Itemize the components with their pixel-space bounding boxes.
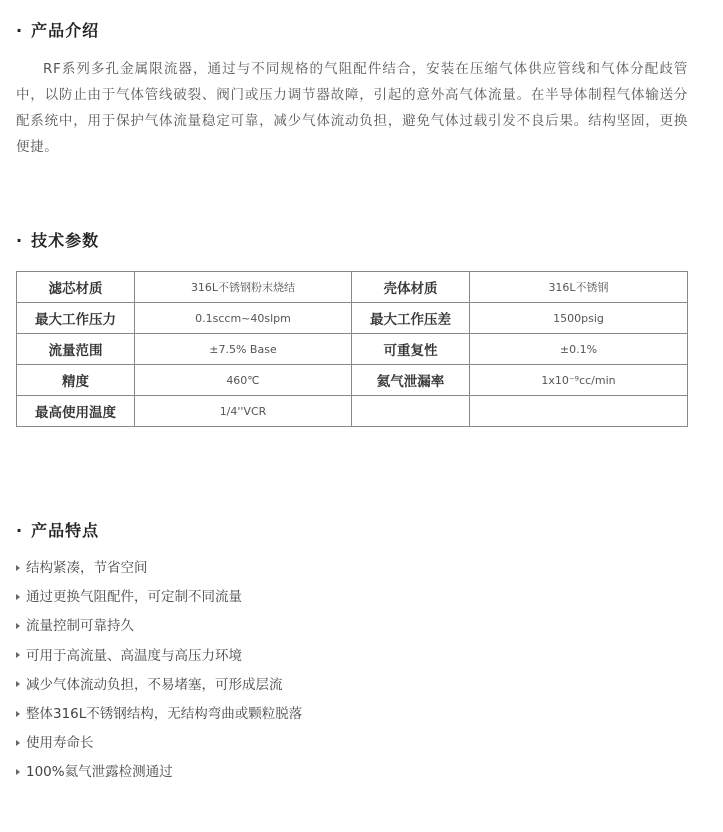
param-label: 氦气泄漏率 bbox=[352, 365, 470, 396]
bullet-dot: · bbox=[16, 521, 24, 540]
list-item bbox=[16, 671, 302, 700]
section-title-intro bbox=[16, 21, 99, 41]
section-title-features bbox=[16, 521, 99, 541]
section-title-params bbox=[16, 231, 99, 251]
triangle-bullet-icon bbox=[16, 623, 20, 629]
param-value: 316L不锈钢 bbox=[470, 272, 688, 303]
bullet-dot: · bbox=[16, 21, 24, 40]
table-row bbox=[17, 396, 688, 427]
params-table bbox=[16, 271, 688, 427]
param-value: ±7.5% Base bbox=[135, 334, 352, 365]
feature-text: 可用于高流量、高温度与高压力环境 bbox=[26, 647, 242, 664]
list-item bbox=[16, 642, 302, 671]
table-row bbox=[17, 365, 688, 396]
triangle-bullet-icon bbox=[16, 711, 20, 717]
param-label: 最高使用温度 bbox=[17, 396, 135, 427]
param-value: 0.1sccm~40slpm bbox=[135, 303, 352, 334]
param-label: 最大工作压差 bbox=[352, 303, 470, 334]
features-title: 产品特点 bbox=[31, 521, 100, 540]
list-item bbox=[16, 554, 302, 583]
param-value bbox=[470, 396, 688, 427]
triangle-bullet-icon bbox=[16, 565, 20, 571]
list-item bbox=[16, 758, 302, 787]
param-value: 1x10⁻⁹cc/min bbox=[470, 365, 688, 396]
feature-text: 结构紧凑，节省空间 bbox=[26, 560, 148, 576]
param-value: 1500psig bbox=[470, 303, 688, 334]
table-row bbox=[17, 272, 688, 303]
bullet-dot: · bbox=[16, 231, 24, 250]
triangle-bullet-icon bbox=[16, 769, 20, 775]
feature-text: 减少气体流动负担，不易堵塞，可形成层流 bbox=[26, 676, 283, 693]
param-label: 最大工作压力 bbox=[17, 303, 135, 334]
param-label: 流量范围 bbox=[17, 334, 135, 365]
param-value: 460℃ bbox=[135, 365, 352, 396]
param-value: 1/4''VCR bbox=[135, 396, 352, 427]
triangle-bullet-icon bbox=[16, 740, 20, 746]
feature-text: 通过更换气阻配件，可定制不同流量 bbox=[26, 589, 242, 606]
param-label: 壳体材质 bbox=[352, 272, 470, 303]
param-label: 可重复性 bbox=[352, 334, 470, 365]
feature-text: 使用寿命长 bbox=[26, 735, 94, 752]
params-title: 技术参数 bbox=[31, 231, 100, 250]
param-value: ±0.1% bbox=[470, 334, 688, 365]
list-item bbox=[16, 583, 302, 612]
param-label: 滤芯材质 bbox=[17, 272, 135, 303]
features-list bbox=[16, 554, 302, 788]
list-item bbox=[16, 729, 302, 758]
param-label bbox=[352, 396, 470, 427]
list-item bbox=[16, 700, 302, 729]
param-label: 精度 bbox=[17, 365, 135, 396]
list-item bbox=[16, 612, 302, 641]
table-row bbox=[17, 303, 688, 334]
intro-title: 产品介绍 bbox=[31, 21, 100, 40]
table-row bbox=[17, 334, 688, 365]
feature-text: 100%氦气泄露检测通过 bbox=[26, 764, 173, 781]
triangle-bullet-icon bbox=[16, 652, 20, 658]
intro-paragraph: RF系列多孔金属限流器，通过与不同规格的气阻配件结合，安装在压缩气体供应管线和气体分配歧管中，以防止由于气体管线破裂、阀门或压力调节器故障，引起的意外高气体流量。在半导体制程气体输送分配系统中，用于保护气体流量稳定可靠，减少气体流动负担，避免气体过载引发不良后果。结构坚固，更换便捷。 bbox=[16, 61, 688, 155]
feature-text: 整体316L不锈钢结构，无结构弯曲或颗粒脱落 bbox=[26, 705, 303, 722]
param-value: 316L不锈钢粉末烧结 bbox=[135, 272, 352, 303]
triangle-bullet-icon bbox=[16, 594, 20, 600]
triangle-bullet-icon bbox=[16, 681, 20, 687]
feature-text: 流量控制可靠持久 bbox=[26, 618, 134, 635]
